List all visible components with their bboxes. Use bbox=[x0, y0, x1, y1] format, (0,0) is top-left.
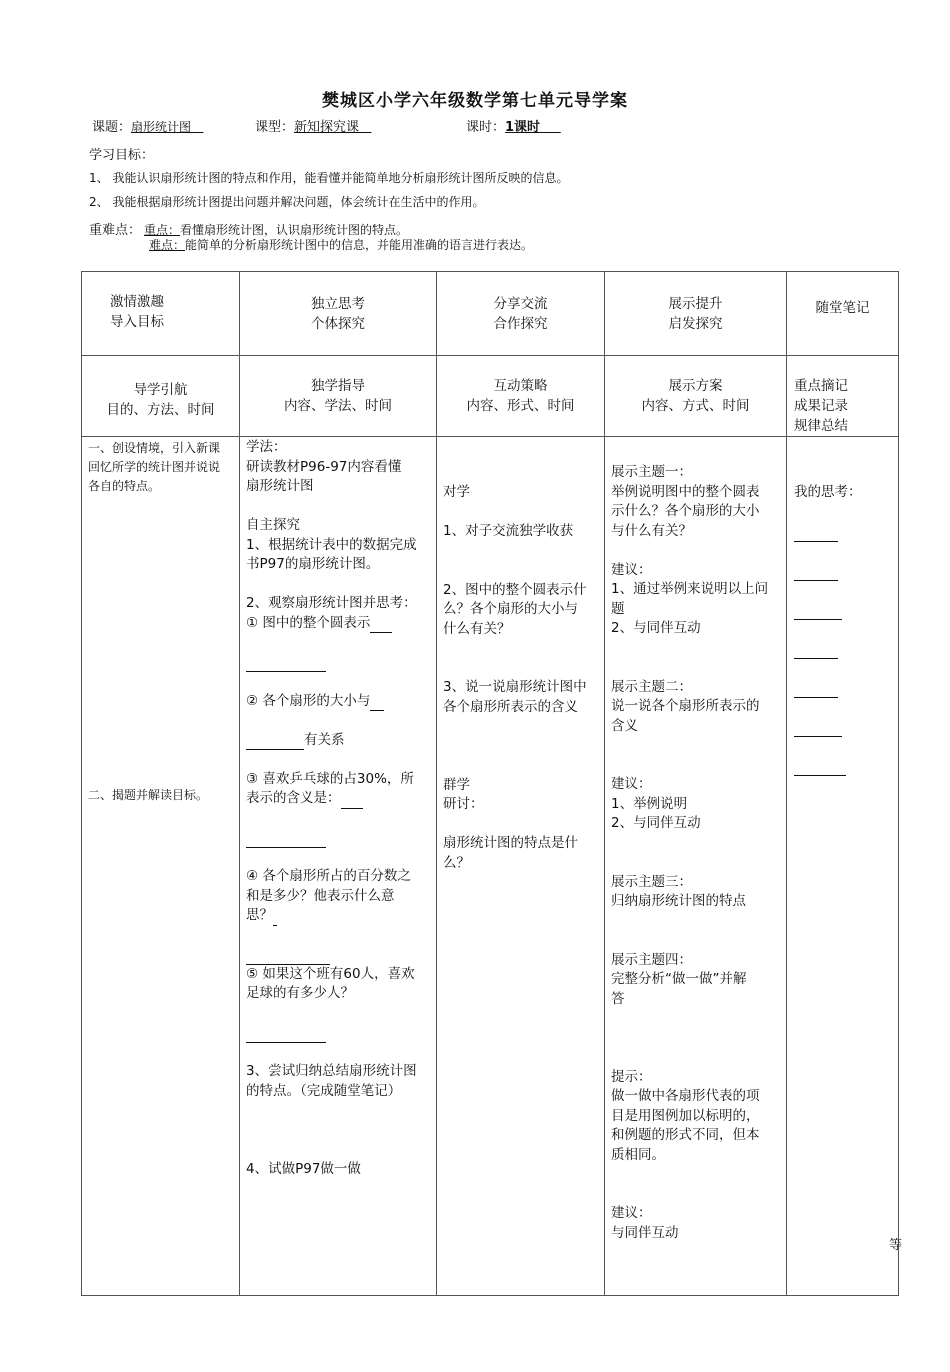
notes-blank[interactable] bbox=[794, 761, 846, 776]
notes-blank[interactable] bbox=[794, 683, 838, 698]
topic-value: 扇形统计图 bbox=[131, 120, 192, 134]
presentation-line: 展示主题三： bbox=[611, 873, 692, 890]
self-study-line: 研读教材P96-97内容看懂 bbox=[246, 458, 402, 475]
answer-blank-line[interactable] bbox=[246, 828, 432, 848]
subheader-cell-3-line2: 内容、形式、时间 bbox=[466, 398, 575, 414]
table-body-row bbox=[82, 437, 899, 1296]
interaction-line: 群学 bbox=[443, 776, 470, 793]
subheader-cell-5-line1: 重点摘记 bbox=[794, 378, 848, 394]
topic-label: 课题： bbox=[92, 120, 132, 135]
presentation-line: 与同伴互动 bbox=[611, 1224, 679, 1241]
presentation-line: 举例说明图中的整个圆表 bbox=[611, 483, 760, 500]
subheader-cell-5-line3: 规律总结 bbox=[794, 418, 848, 434]
body-cell-presentation bbox=[605, 437, 787, 1296]
presentation-line: 做一做中各扇形代表的项 bbox=[611, 1088, 760, 1104]
header-cell-4-line1: 展示提升 bbox=[668, 295, 723, 312]
subheader-cell-5-line2: 成果记录 bbox=[794, 398, 848, 414]
notes-blank-line[interactable] bbox=[794, 678, 862, 698]
header-cell-2 bbox=[240, 272, 437, 356]
answer-blank[interactable] bbox=[246, 833, 326, 848]
self-study-line: 4、试做P97做一做 bbox=[246, 1160, 361, 1177]
hours-label: 课时： bbox=[466, 120, 506, 135]
answer-blank[interactable] bbox=[246, 1028, 326, 1043]
body-cell-interaction bbox=[437, 437, 605, 1296]
self-study-line: 有关系 bbox=[246, 731, 432, 751]
header-cell-3-line1: 分享交流 bbox=[493, 295, 548, 312]
table-subheader-row bbox=[82, 356, 899, 437]
guide-step-2: 二、揭题并解读目标。 bbox=[88, 788, 209, 802]
presentation-line: 建议： bbox=[611, 561, 652, 578]
self-study-block bbox=[246, 438, 432, 1179]
answer-blank-line[interactable] bbox=[246, 653, 432, 673]
interaction-line: 么？各个扇形的大小与 bbox=[443, 601, 578, 617]
self-study-line: ⑤ 如果这个班有60人，喜欢 bbox=[246, 965, 415, 982]
subheader-cell-1 bbox=[82, 356, 240, 437]
self-study-line: 和是多少？他表示什么意 bbox=[246, 887, 395, 904]
hours-value: 1课时 bbox=[505, 120, 541, 135]
presentation-line: 2、与同伴互动 bbox=[611, 620, 701, 636]
self-study-line: 扇形统计图 bbox=[246, 478, 314, 494]
interaction-line: 什么有关？ bbox=[443, 620, 511, 637]
answer-blank-line[interactable] bbox=[246, 1023, 432, 1043]
presentation-line: 目是用图例加以标明的， bbox=[611, 1107, 760, 1124]
answer-blank[interactable] bbox=[273, 911, 277, 926]
side-char: 等 bbox=[889, 1238, 903, 1253]
subheader-cell-1-line2: 目的、方法、时间 bbox=[106, 402, 215, 418]
header-cell-1-line1: 激情激趣 bbox=[110, 294, 164, 310]
self-study-line: 思？ bbox=[246, 906, 432, 926]
focus-key-label: 重点： bbox=[144, 223, 181, 237]
presentation-line: 完整分析“做一做”并解 bbox=[611, 971, 747, 987]
header-cell-2-line1: 独立思考 bbox=[311, 295, 365, 312]
subheader-cell-4-line2: 内容、方式、时间 bbox=[641, 398, 750, 414]
presentation-line: 归纳扇形统计图的特点 bbox=[611, 893, 746, 909]
self-study-line: 1、根据统计表中的数据完成 bbox=[246, 536, 417, 553]
answer-blank[interactable] bbox=[246, 657, 326, 672]
objectives-heading: 学习目标： bbox=[89, 148, 155, 163]
self-study-line: 自主探究 bbox=[246, 517, 300, 533]
self-study-line: ① 图中的整个圆表示 bbox=[246, 614, 432, 634]
guide-step-1-line3: 各自的特点。 bbox=[88, 479, 161, 493]
self-study-line: 足球的有多少人？ bbox=[246, 985, 354, 1001]
presentation-line: 1、举例说明 bbox=[611, 795, 688, 812]
interaction-block bbox=[443, 483, 601, 873]
subheader-cell-5 bbox=[787, 356, 899, 437]
notes-blank[interactable] bbox=[794, 644, 838, 659]
notes-blank-line[interactable] bbox=[794, 756, 862, 776]
header-cell-3-line2: 合作探究 bbox=[493, 315, 548, 332]
answer-blank[interactable] bbox=[246, 735, 304, 750]
body-cell-notes bbox=[787, 437, 903, 1296]
header-cell-3 bbox=[437, 272, 605, 356]
body-cell-self-study bbox=[240, 437, 437, 1296]
presentation-line: 与什么有关？ bbox=[611, 522, 692, 539]
interaction-line: 各个扇形所表示的含义 bbox=[443, 698, 578, 715]
presentation-line: 含义 bbox=[611, 717, 638, 734]
page-title: 樊城区小学六年级数学第七单元导学案 bbox=[322, 91, 628, 111]
interaction-line: 1、对子交流独学收获 bbox=[443, 523, 574, 539]
subheader-cell-4-line1: 展示方案 bbox=[668, 378, 723, 394]
subheader-cell-2-line1: 独学指导 bbox=[311, 378, 365, 394]
self-study-line: 书P97的扇形统计图。 bbox=[246, 556, 380, 572]
header-cell-5 bbox=[787, 272, 899, 356]
answer-blank-line[interactable] bbox=[246, 945, 432, 965]
type-label: 课型： bbox=[255, 120, 295, 135]
presentation-line: 和例题的形式不同，但本 bbox=[611, 1127, 760, 1143]
subheader-cell-2 bbox=[240, 356, 437, 437]
self-study-line: 的特点。（完成随堂笔记） bbox=[246, 1082, 402, 1099]
interaction-line: 么？ bbox=[443, 854, 470, 871]
header-cell-1-line2: 导入目标 bbox=[110, 314, 164, 330]
guide-step-1-line2: 回忆所学的统计图并说说 bbox=[88, 460, 221, 474]
subheader-cell-4 bbox=[605, 356, 787, 437]
presentation-line: 答 bbox=[611, 990, 625, 1007]
subheader-cell-1-line1: 导学引航 bbox=[133, 382, 188, 398]
answer-blank[interactable] bbox=[341, 794, 363, 809]
topic-field bbox=[92, 116, 203, 135]
presentation-line: 1、通过举例来说明以上问 bbox=[611, 581, 769, 597]
focus-key-text: 看懂扇形统计图，认识扇形统计图的特点。 bbox=[180, 223, 409, 237]
guide-table bbox=[81, 271, 903, 1296]
type-value: 新知探究课 bbox=[294, 120, 360, 135]
table-header-row bbox=[82, 272, 899, 356]
presentation-line: 展示主题一： bbox=[611, 464, 692, 480]
interaction-line: 3、说一说扇形统计图中 bbox=[443, 679, 587, 695]
header-cell-2-line2: 个体探究 bbox=[311, 315, 365, 332]
presentation-line: 提示： bbox=[611, 1068, 652, 1085]
presentation-line: 题 bbox=[611, 600, 625, 617]
presentation-line: 建议： bbox=[611, 1205, 652, 1221]
self-study-line: 学法： bbox=[246, 439, 287, 455]
self-study-line: 2、观察扇形统计图并思考： bbox=[246, 595, 417, 611]
focus-hard-text: 能简单的分析扇形统计图中的信息，并能用准确的语言进行表达。 bbox=[185, 238, 534, 252]
notes-blank[interactable] bbox=[794, 722, 842, 737]
header-cell-1 bbox=[82, 272, 240, 356]
notes-blank-line[interactable] bbox=[794, 561, 862, 581]
header-cell-4-line2: 启发探究 bbox=[668, 315, 723, 332]
notes-blank-line[interactable] bbox=[794, 639, 862, 659]
self-study-line: ④ 各个扇形所占的百分数之 bbox=[246, 868, 411, 884]
notes-heading: 我的思考： bbox=[794, 484, 862, 500]
presentation-line: 质相同。 bbox=[611, 1146, 665, 1163]
interaction-line: 扇形统计图的特点是什 bbox=[443, 835, 578, 851]
focus-hard-row bbox=[149, 236, 533, 253]
presentation-line: 展示主题四： bbox=[611, 951, 692, 968]
subheader-cell-2-line2: 内容、学法、时间 bbox=[284, 398, 392, 414]
header-cell-5-line1: 随堂笔记 bbox=[815, 300, 870, 316]
objective-item-1: 1、 我能认识扇形统计图的特点和作用，能看懂并能简单地分析扇形统计图所反映的信息。 bbox=[89, 171, 569, 185]
presentation-line: 展示主题二： bbox=[611, 678, 692, 695]
focus-label: 重难点： bbox=[89, 223, 142, 238]
self-study-line: ② 各个扇形的大小与 bbox=[246, 692, 432, 712]
notes-block bbox=[794, 483, 862, 776]
presentation-block bbox=[611, 463, 783, 1243]
subheader-cell-3-line1: 互动策略 bbox=[493, 378, 548, 394]
notes-blank-line[interactable] bbox=[794, 522, 862, 542]
answer-blank[interactable] bbox=[246, 950, 330, 965]
presentation-line: 2、与同伴互动 bbox=[611, 815, 701, 831]
self-study-line: 表示的含义是： bbox=[246, 789, 432, 809]
notes-blank-line[interactable] bbox=[794, 717, 862, 737]
objective-item-2: 2、 我能根据扇形统计图提出问题并解决问题，体会统计在生活中的作用。 bbox=[89, 195, 485, 209]
header-cell-4 bbox=[605, 272, 787, 356]
presentation-line: 示什么？各个扇形的大小 bbox=[611, 503, 760, 519]
interaction-line: 对学 bbox=[443, 484, 470, 500]
subheader-cell-3 bbox=[437, 356, 605, 437]
presentation-line: 说一说各个扇形所表示的 bbox=[611, 698, 760, 714]
interaction-line: 研讨： bbox=[443, 796, 484, 812]
answer-blank[interactable] bbox=[370, 618, 392, 633]
presentation-line: 建议： bbox=[611, 776, 652, 792]
self-study-line: ③ 喜欢乒乓球的占30%，所 bbox=[246, 770, 414, 787]
focus-hard-label: 难点： bbox=[149, 238, 186, 252]
self-study-line: 3、尝试归纳总结扇形统计图 bbox=[246, 1063, 417, 1079]
guide-step-1 bbox=[88, 439, 220, 496]
notes-blank-line[interactable] bbox=[794, 600, 862, 620]
interaction-line: 2、图中的整个圆表示什 bbox=[443, 581, 587, 598]
answer-blank[interactable] bbox=[370, 696, 384, 711]
notes-blank[interactable] bbox=[794, 566, 838, 581]
hours-field bbox=[466, 116, 561, 135]
guide-step-1-line1: 一、创设情境，引入新课 bbox=[88, 441, 221, 455]
body-cell-guide bbox=[82, 437, 240, 1296]
notes-blank[interactable] bbox=[794, 527, 838, 542]
notes-blank[interactable] bbox=[794, 605, 842, 620]
type-field bbox=[255, 116, 371, 135]
